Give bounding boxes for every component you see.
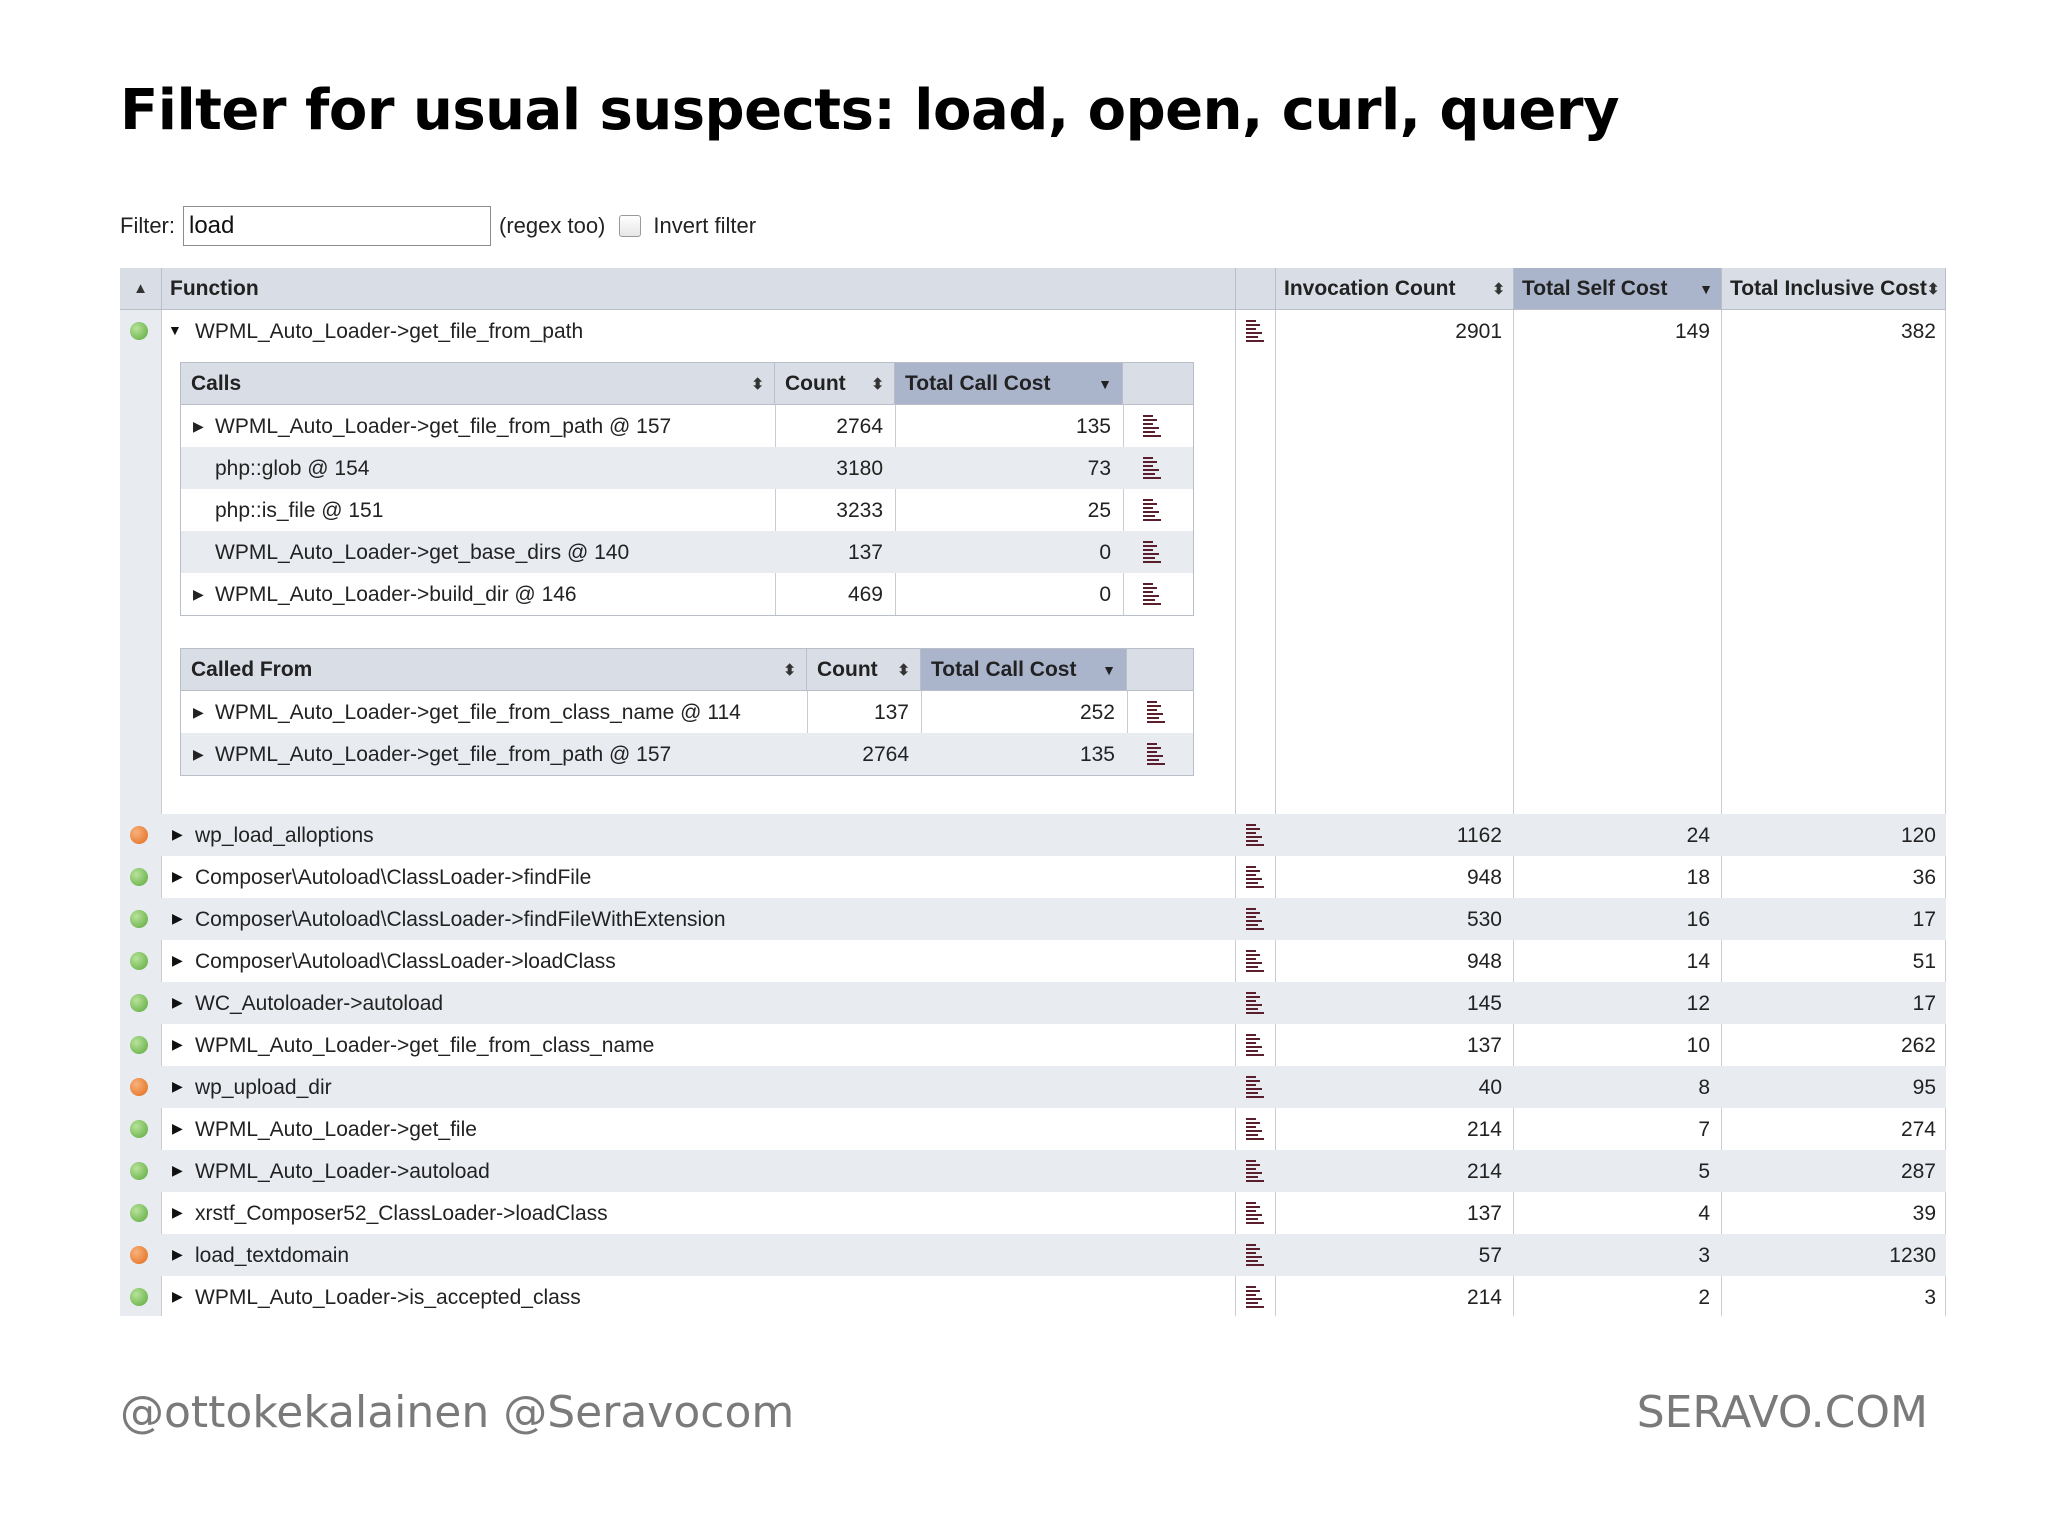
inclusive-cost: 274: [1900, 1118, 1936, 1141]
function-row[interactable]: [120, 1234, 1946, 1276]
function-name[interactable]: xrstf_Composer52_ClassLoader->loadClass: [195, 1202, 608, 1225]
function-name[interactable]: WPML_Auto_Loader->get_file: [195, 1118, 477, 1141]
filter-input[interactable]: [183, 206, 491, 246]
inclusive-cost: 17: [1912, 992, 1936, 1015]
function-name[interactable]: Composer\Autoload\ClassLoader->loadClass: [195, 950, 616, 973]
invocation-count: 214: [1466, 1160, 1502, 1183]
callgraph-icon[interactable]: [1143, 457, 1163, 479]
inclusive-header[interactable]: Total Inclusive Cost ⬍: [1722, 268, 1946, 310]
calls-icon-header: [1123, 363, 1193, 405]
function-row[interactable]: [120, 1024, 1946, 1066]
self-cost: 24: [1686, 824, 1710, 847]
calls-row[interactable]: [181, 531, 1193, 573]
call-cost: 0: [1099, 583, 1111, 606]
self-cost: 4: [1698, 1202, 1710, 1225]
function-row[interactable]: [120, 1192, 1946, 1234]
expand-triangle-icon[interactable]: ▶: [172, 1246, 183, 1262]
invert-filter-label[interactable]: Invert filter: [653, 213, 757, 238]
function-name[interactable]: WPML_Auto_Loader->autoload: [195, 1160, 490, 1183]
self-cost: 12: [1686, 992, 1710, 1015]
self-cost-header[interactable]: Total Self Cost ▼: [1514, 268, 1722, 310]
expand-triangle-icon[interactable]: ▶: [172, 826, 183, 842]
invocation-count: 948: [1466, 866, 1502, 889]
expand-triangle-icon[interactable]: ▶: [172, 1120, 183, 1136]
inclusive-cost: 17: [1912, 908, 1936, 931]
inclusive-cost: 36: [1912, 866, 1936, 889]
expand-triangle-icon[interactable]: ▶: [172, 1162, 183, 1178]
callgraph-icon[interactable]: [1246, 950, 1266, 972]
calls-row[interactable]: [181, 573, 1193, 615]
caller-cost: 135: [1079, 743, 1115, 766]
sort-icon: ⬍: [1926, 280, 1940, 298]
callgraph-icon[interactable]: [1246, 1034, 1266, 1056]
called-from-table: [180, 648, 1194, 776]
function-row[interactable]: [120, 1066, 1946, 1108]
function-name[interactable]: load_textdomain: [195, 1244, 350, 1267]
callgraph-icon[interactable]: [1246, 320, 1266, 342]
function-name[interactable]: Composer\Autoload\ClassLoader->findFileWithExtension: [195, 908, 726, 931]
function-name[interactable]: Composer\Autoload\ClassLoader->findFile: [195, 866, 592, 889]
function-row[interactable]: [120, 1276, 1946, 1318]
self-cost: 16: [1686, 908, 1710, 931]
status-dot-green: [130, 1288, 148, 1306]
invocation-count: 40: [1478, 1076, 1502, 1099]
function-row[interactable]: [120, 940, 1946, 982]
invocation-count: 57: [1478, 1244, 1502, 1267]
callgraph-header: [1236, 268, 1276, 310]
call-cost-header[interactable]: Total Call Cost ▼: [895, 363, 1123, 405]
calls-row[interactable]: [181, 447, 1193, 489]
slide-title: Filter for usual suspects: load, open, curl, query: [120, 78, 1619, 143]
self-cost: 8: [1698, 1076, 1710, 1099]
expand-triangle-icon[interactable]: ▶: [172, 1036, 183, 1052]
function-name[interactable]: WPML_Auto_Loader->get_file_from_path: [195, 320, 584, 343]
self-cost: 18: [1686, 866, 1710, 889]
invocation-count: 530: [1466, 908, 1502, 931]
callgraph-icon[interactable]: [1246, 866, 1266, 888]
self-cost: 14: [1686, 950, 1710, 973]
sort-desc-icon: ▼: [1098, 375, 1112, 392]
call-count: 3180: [836, 457, 883, 480]
filter-label: Filter:: [120, 213, 175, 238]
callgraph-icon[interactable]: [1147, 701, 1167, 723]
sort-desc-icon: ▼: [1102, 661, 1116, 678]
inclusive-cost: 39: [1912, 1202, 1936, 1225]
from-icon-header: [1127, 649, 1193, 691]
function-name[interactable]: wp_upload_dir: [195, 1076, 332, 1099]
call-count: 469: [847, 583, 883, 606]
sort-icon: ⬍: [897, 661, 910, 679]
expand-triangle-icon[interactable]: ▶: [193, 418, 204, 434]
status-dot-green: [130, 1204, 148, 1222]
self-cost: 149: [1674, 320, 1710, 343]
function-grid: [120, 268, 1946, 1316]
inclusive-cost: 262: [1900, 1034, 1936, 1057]
calls-table: [180, 362, 1194, 616]
expand-triangle-icon[interactable]: ▶: [172, 910, 183, 926]
callgraph-icon[interactable]: [1147, 743, 1167, 765]
expand-triangle-icon[interactable]: ▶: [172, 1204, 183, 1220]
sort-icon: ⬍: [871, 375, 884, 393]
expand-triangle-icon[interactable]: ▶: [172, 1288, 183, 1304]
invocation-count: 137: [1466, 1034, 1502, 1057]
status-dot-green: [130, 910, 148, 928]
callgraph-icon[interactable]: [1246, 1076, 1266, 1098]
function-row[interactable]: [120, 1108, 1946, 1150]
status-dot-green: [130, 952, 148, 970]
self-cost: 3: [1698, 1244, 1710, 1267]
invert-filter-checkbox[interactable]: [619, 215, 641, 237]
function-row[interactable]: [120, 898, 1946, 940]
inclusive-cost: 120: [1900, 824, 1936, 847]
function-row[interactable]: [120, 856, 1946, 898]
callgraph-icon[interactable]: [1246, 908, 1266, 930]
invocation-count: 145: [1466, 992, 1502, 1015]
call-cost: 25: [1087, 499, 1111, 522]
callgraph-icon[interactable]: [1246, 1118, 1266, 1140]
inclusive-cost: 95: [1912, 1076, 1936, 1099]
caller-name: WPML_Auto_Loader->get_file_from_path @ 157: [215, 743, 672, 766]
callgraph-icon[interactable]: [1246, 1244, 1266, 1266]
sort-icon: ⬍: [1492, 280, 1505, 298]
call-name: WPML_Auto_Loader->build_dir @ 146: [215, 583, 577, 606]
callgraph-icon[interactable]: [1246, 1160, 1266, 1182]
calls-row[interactable]: [181, 489, 1193, 531]
call-count: 3233: [836, 499, 883, 522]
count-header[interactable]: Count ⬍: [807, 649, 921, 691]
callgraph-icon[interactable]: [1246, 992, 1266, 1014]
expand-triangle-icon[interactable]: ▶: [193, 586, 204, 602]
status-dot-orange: [130, 1246, 148, 1264]
caller-count: 137: [873, 701, 909, 724]
inclusive-cost: 287: [1900, 1160, 1936, 1183]
called-from-header[interactable]: Called From ⬍: [181, 649, 807, 691]
function-name[interactable]: WC_Autoloader->autoload: [195, 992, 444, 1015]
calls-row[interactable]: [181, 405, 1193, 447]
invocation-count: 2901: [1455, 320, 1502, 343]
filter-bar: [120, 205, 756, 247]
function-row[interactable]: [120, 814, 1946, 856]
called-from-row[interactable]: [181, 691, 1193, 733]
function-header[interactable]: Function: [162, 268, 1236, 310]
callgraph-icon[interactable]: [1246, 824, 1266, 846]
callgraph-icon[interactable]: [1246, 1286, 1266, 1308]
status-dot-green: [130, 1162, 148, 1180]
callgraph-icon[interactable]: [1246, 1202, 1266, 1224]
expand-triangle-icon[interactable]: ▶: [193, 746, 204, 762]
sort-icon: ⬍: [751, 375, 764, 393]
caller-name: WPML_Auto_Loader->get_file_from_class_name @ 114: [215, 701, 741, 724]
sort-icon: ⬍: [783, 661, 796, 679]
function-row[interactable]: [120, 982, 1946, 1024]
regex-note: (regex too): [499, 213, 606, 238]
calls-header[interactable]: Calls ⬍: [181, 363, 775, 405]
status-dot-green: [130, 994, 148, 1012]
status-dot-orange: [130, 1078, 148, 1096]
inclusive-cost: 382: [1900, 320, 1936, 343]
call-cost: 0: [1099, 541, 1111, 564]
status-dot-green: [130, 322, 148, 340]
caller-count: 2764: [862, 743, 909, 766]
call-cost: 73: [1087, 457, 1111, 480]
called-from-row[interactable]: [181, 733, 1193, 775]
function-name[interactable]: WPML_Auto_Loader->get_file_from_class_name: [195, 1034, 655, 1057]
call-name: php::is_file @ 151: [215, 499, 384, 522]
sort-desc-icon: ▼: [1699, 280, 1713, 297]
invocation-count: 214: [1466, 1286, 1502, 1309]
invocation-count: 214: [1466, 1118, 1502, 1141]
expand-triangle-icon[interactable]: ▶: [193, 704, 204, 720]
function-row[interactable]: [120, 1150, 1946, 1192]
function-name[interactable]: WPML_Auto_Loader->is_accepted_class: [195, 1286, 581, 1309]
expand-triangle-icon[interactable]: ▶: [172, 994, 183, 1010]
callgraph-icon[interactable]: [1143, 541, 1163, 563]
invocation-count: 1162: [1456, 824, 1502, 847]
collapse-triangle-icon[interactable]: ▼: [168, 322, 182, 338]
expanded-row[interactable]: [120, 310, 1946, 352]
call-cost-header[interactable]: Total Call Cost ▼: [921, 649, 1127, 691]
inclusive-cost: 51: [1912, 950, 1936, 973]
invocation-count: 137: [1466, 1202, 1502, 1225]
callgraph-icon[interactable]: [1143, 415, 1163, 437]
call-name: WPML_Auto_Loader->get_base_dirs @ 140: [215, 541, 630, 564]
expand-triangle-icon[interactable]: ▶: [172, 868, 183, 884]
invocation-header[interactable]: Invocation Count ⬍: [1276, 268, 1514, 310]
call-name: WPML_Auto_Loader->get_file_from_path @ 157: [215, 415, 672, 438]
callgraph-icon[interactable]: [1143, 583, 1163, 605]
footer-site: SERAVO.COM: [1636, 1387, 1928, 1438]
call-cost: 135: [1075, 415, 1111, 438]
status-dot-green: [130, 1036, 148, 1054]
inclusive-cost: 3: [1924, 1286, 1936, 1309]
self-cost: 5: [1698, 1160, 1710, 1183]
call-count: 2764: [836, 415, 883, 438]
status-sort-header[interactable]: [120, 268, 162, 310]
caller-cost: 252: [1079, 701, 1115, 724]
call-name: php::glob @ 154: [215, 457, 370, 480]
expand-triangle-icon[interactable]: ▶: [172, 1078, 183, 1094]
invocation-count: 948: [1466, 950, 1502, 973]
self-cost: 2: [1698, 1286, 1710, 1309]
expand-triangle-icon[interactable]: ▶: [172, 952, 183, 968]
callgraph-icon[interactable]: [1143, 499, 1163, 521]
sort-icon: ▲︎: [133, 280, 148, 297]
inclusive-cost: 1230: [1889, 1244, 1936, 1267]
status-dot-green: [130, 1120, 148, 1138]
call-count: 137: [847, 541, 883, 564]
footer-handles: @ottokekalainen @Seravocom: [120, 1387, 795, 1438]
self-cost: 10: [1686, 1034, 1710, 1057]
status-dot-orange: [130, 826, 148, 844]
function-name[interactable]: wp_load_alloptions: [195, 824, 374, 847]
count-header[interactable]: Count ⬍: [775, 363, 895, 405]
status-dot-green: [130, 868, 148, 886]
self-cost: 7: [1698, 1118, 1710, 1141]
